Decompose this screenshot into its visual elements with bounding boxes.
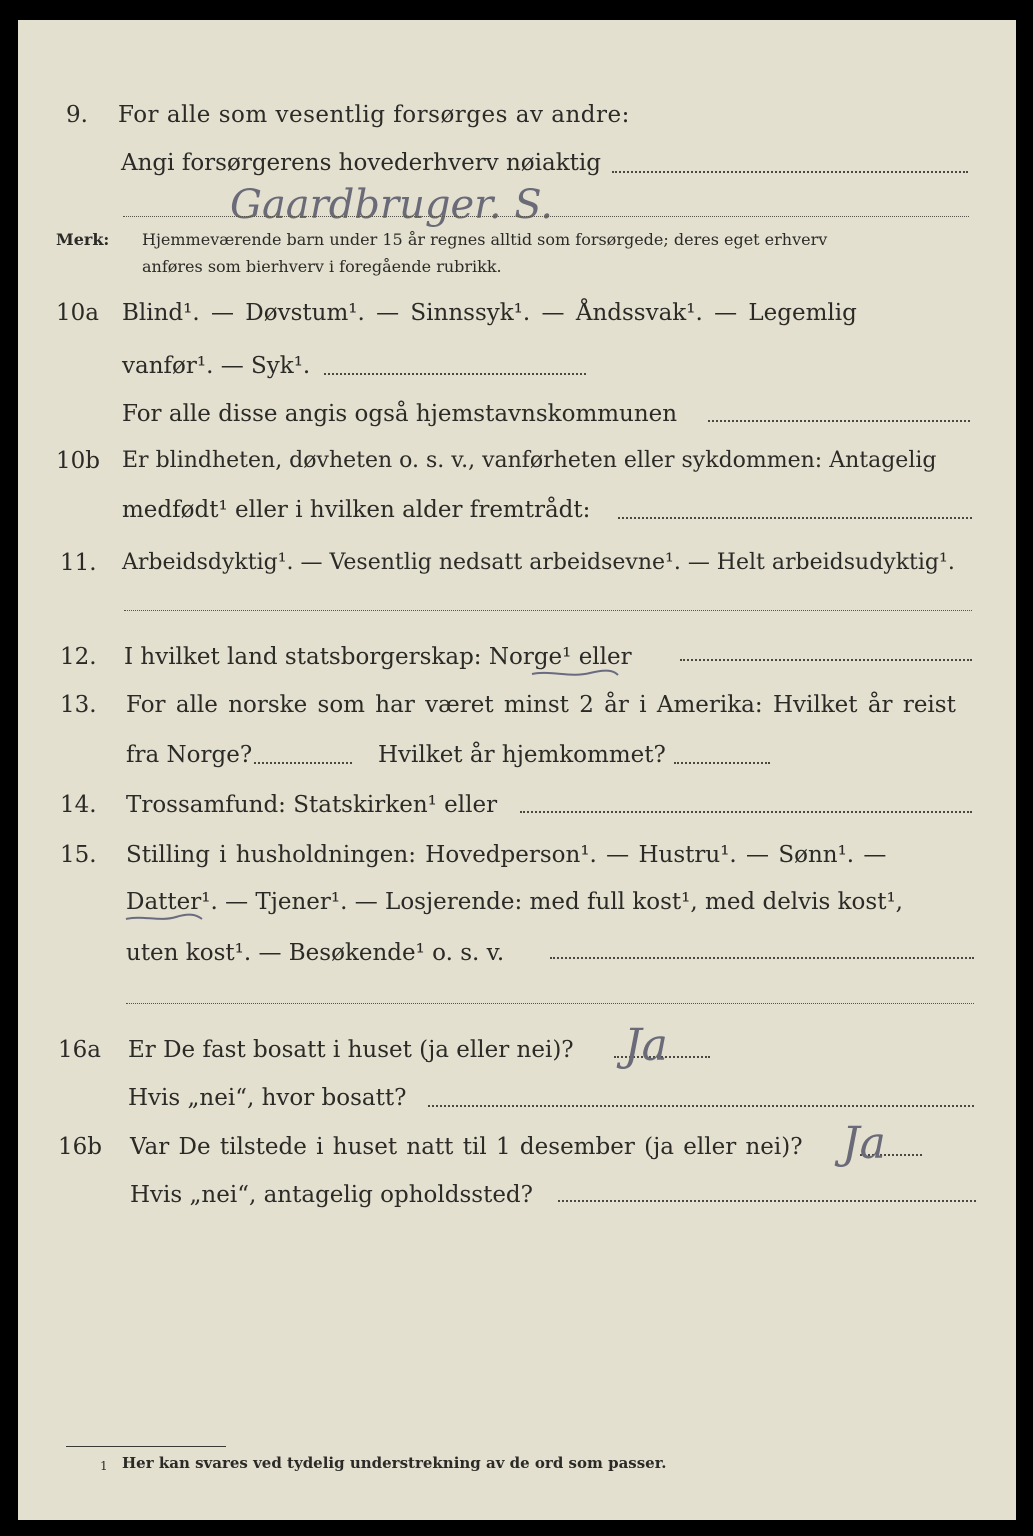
q13-line-1: For alle norske som har været minst 2 år i Amerika: Hvilket år reist (126, 692, 956, 718)
q9-answer-line-2 (123, 216, 969, 217)
q16b-location-line (558, 1200, 976, 1202)
q13-line-2b: Hvilket år hjemkommet? (378, 742, 666, 768)
q10b-number: 10b (56, 448, 100, 474)
q10a-answer-line (324, 373, 586, 375)
q16b-number: 16b (58, 1134, 102, 1160)
merk-line-2: anføres som bierhverv i foregående rubrikk. (142, 257, 502, 276)
merk-line-1: Hjemmeværende barn under 15 år regnes alltid som forsørgede; deres eget erhverv (142, 230, 828, 249)
q10a-line-1: Blind¹. — Døvstum¹. — Sinnssyk¹. — Åndssvak¹. — Legemlig (122, 300, 857, 326)
q16b-line-1: Var De tilstede i huset natt til 1 desember (ja eller nei)? (130, 1134, 803, 1160)
q13-departure-line (254, 762, 352, 764)
footnote-mark: 1 (100, 1459, 108, 1473)
q15-line-2: Datter¹. — Tjener¹. — Losjerende: med full kost¹, med delvis kost¹, (126, 889, 903, 915)
q13-line-2a: fra Norge? (126, 742, 253, 768)
q9-handwritten-answer: Gaardbruger. S. (230, 182, 553, 228)
q10a-hometown-line (708, 420, 970, 422)
q11-answer-line (124, 610, 972, 611)
q16a-handwritten-answer: Ja (624, 1020, 668, 1071)
q10a-number: 10a (56, 300, 99, 326)
q11-number: 11. (60, 550, 97, 576)
q15-number: 15. (60, 842, 97, 868)
q16b-line-2: Hvis „nei“, antagelig opholdssted? (130, 1182, 533, 1208)
q12-norge-underline (530, 668, 620, 680)
footnote-rule (66, 1446, 226, 1447)
q9-heading: For alle som vesentlig forsørges av andre: (118, 102, 630, 128)
q16b-handwritten-answer: Ja (842, 1118, 886, 1169)
q15-datter-underline (124, 912, 204, 924)
merk-label: Merk: (56, 230, 110, 249)
q10a-line-2: vanfør¹. — Syk¹. (122, 353, 311, 379)
q9-answer-line-1 (612, 171, 968, 173)
q16a-line-2: Hvis „nei“, hvor bosatt? (128, 1085, 407, 1111)
q10b-line-1: Er blindheten, døvheten o. s. v., vanførheten eller sykdommen: Antagelig (122, 448, 937, 473)
q12-number: 12. (60, 644, 97, 670)
q13-return-line (674, 762, 770, 764)
q14-number: 14. (60, 792, 97, 818)
q16a-number: 16a (58, 1037, 101, 1063)
q15-line-1: Stilling i husholdningen: Hovedperson¹. — Hustru¹. — Sønn¹. — (126, 842, 887, 868)
q16a-location-line (428, 1105, 974, 1107)
q9-prompt: Angi forsørgerens hovederhverv nøiaktig (121, 150, 601, 176)
q11-line-1: Arbeidsdyktig¹. — Vesentlig nedsatt arbeidsevne¹. — Helt arbeidsudyktig¹. (122, 550, 955, 575)
q10b-line-2: medfødt¹ eller i hvilken alder fremtrådt: (122, 497, 591, 523)
q10a-line-3: For alle disse angis også hjemstavnskommunen (122, 401, 678, 427)
census-form-page (18, 20, 1016, 1520)
q15-answer-line-2 (126, 1003, 974, 1004)
q16a-line-1: Er De fast bosatt i huset (ja eller nei)? (128, 1037, 574, 1063)
q14-text: Trossamfund: Statskirken¹ eller (126, 792, 498, 818)
q14-answer-line (520, 811, 972, 813)
q10b-answer-line (618, 517, 972, 519)
q13-number: 13. (60, 692, 97, 718)
q12-answer-line (680, 659, 972, 661)
q15-line-3: uten kost¹. — Besøkende¹ o. s. v. (126, 940, 505, 966)
q15-answer-line-1 (550, 957, 974, 959)
footnote-text: Her kan svares ved tydelig understrekning av de ord som passer. (122, 1454, 667, 1472)
q9-number: 9. (66, 102, 88, 128)
q12-text: I hvilket land statsborgerskap: Norge¹ eller (124, 644, 632, 670)
